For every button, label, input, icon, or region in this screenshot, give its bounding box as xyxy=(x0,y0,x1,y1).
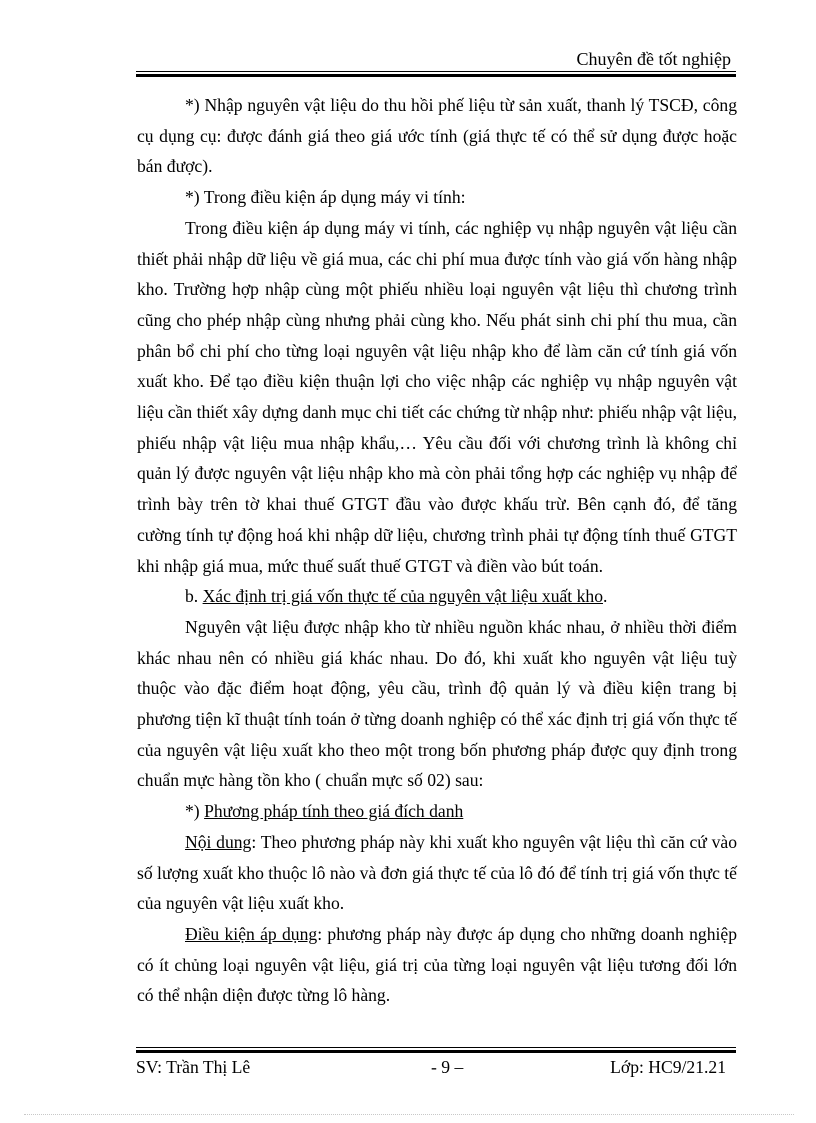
page-edge-divider xyxy=(24,1114,794,1115)
section-heading-prefix: b. xyxy=(185,586,203,607)
paragraph-content xyxy=(137,827,737,919)
conditions-label: Điều kiện áp dụng xyxy=(185,923,318,944)
header-rule-thin xyxy=(136,71,736,72)
section-heading-suffix: . xyxy=(603,586,608,607)
footer-rule-thin xyxy=(136,1047,736,1048)
content-text: : Theo phương pháp này khi xuất kho nguyên vật liệu thì căn cứ vào số lượng xuất kho thuộc lô nào và đơn giá thực tế của lô đó để tính trị giá vốn thực tế của nguyên vật liệu xuất kho. xyxy=(137,831,738,914)
content-label: Nội dung xyxy=(185,831,252,852)
footer-student: SV: Trần Thị Lê xyxy=(136,1057,251,1077)
section-heading-text: Xác định trị giá vốn thực tế của nguyên vật liệu xuất kho xyxy=(202,586,603,607)
header-rule-thick xyxy=(136,74,736,77)
method-heading-text: Phương pháp tính theo giá đích danh xyxy=(204,801,464,822)
conditions-text: : phương pháp này được áp dụng cho những doanh nghiệp có ít chủng loại nguyên vật liệu, giá trị của từng loại nguyên vật liệu tương đối lớn có thể nhận diện được từng lô hàng. xyxy=(137,923,738,1006)
document-body xyxy=(137,90,737,1011)
header-title: Chuyên đề tốt nghiệp xyxy=(576,49,731,69)
paragraph-conditions xyxy=(137,919,737,1011)
footer xyxy=(136,1056,736,1078)
paragraph-3: Trong điều kiện áp dụng máy vi tính, các nghiệp vụ nhập nguyên vật liệu cần thiết phải nhập dữ liệu về giá mua, các chi phí mua được tính vào giá vốn hàng nhập kho. Trường hợp nhập cùng một phiếu nhiều loại nguyên vật liệu thì chương trình cũng cho phép nhập cùng nhưng phải cùng kho. Nếu phát sinh chi phí thu mua, cần phân bổ chi phí cho từng loại nguyên vật liệu nhập kho để làm căn cứ tính giá vốn xuất kho. Để tạo điều kiện thuận lợi cho việc nhập các nghiệp vụ nhập nguyên vật liệu cần thiết xây dựng danh mục chi tiết các chứng từ nhập như: phiếu nhập vật liệu, phiếu nhập vật liệu mua nhập khẩu,… Yêu cầu đối với chương trình là không chỉ quản lý được nguyên vật liệu nhập kho mà còn phải tổng hợp các nghiệp vụ nhập để trình bày trên tờ khai thuế GTGT đầu vào được khấu trừ. Bên cạnh đó, để tăng cường tính tự động hoá khi nhập dữ liệu, chương trình phải tự động tính thuế GTGT khi nhập giá mua, mức thuế suất thuế GTGT và điền vào bút toán. xyxy=(137,217,737,576)
paragraph-5: Nguyên vật liệu được nhập kho từ nhiều nguồn khác nhau, ở nhiều thời điểm khác nhau nên có nhiều giá khác nhau. Do đó, khi xuất kho nguyên vật liệu tuỳ thuộc vào đặc điểm hoạt động, yêu cầu, trình độ quản lý và điều kiện trang bị phương tiện kĩ thuật tính toán ở từng doanh nghiệp có thể xác định trị giá vốn thực tế của nguyên vật liệu xuất kho theo một trong bốn phương pháp được quy định trong chuẩn mực hàng tồn kho ( chuẩn mực số 02) sau: xyxy=(137,616,737,791)
method-heading-prefix: *) xyxy=(185,801,205,822)
paragraph-1: *) Nhập nguyên vật liệu do thu hồi phế liệu từ sản xuất, thanh lý TSCĐ, công cụ dụng cụ: được đánh giá theo giá ước tính (giá thực tế có thể sử dụng được hoặc bán được). xyxy=(137,95,737,177)
paragraph-2: *) Trong điều kiện áp dụng máy vi tính: xyxy=(185,187,466,208)
footer-rule-thick xyxy=(136,1050,736,1053)
method-heading xyxy=(137,796,737,827)
section-heading-b xyxy=(137,581,737,612)
footer-page-number: - 9 – xyxy=(431,1057,464,1077)
footer-class: Lớp: HC9/21.21 xyxy=(610,1057,726,1077)
